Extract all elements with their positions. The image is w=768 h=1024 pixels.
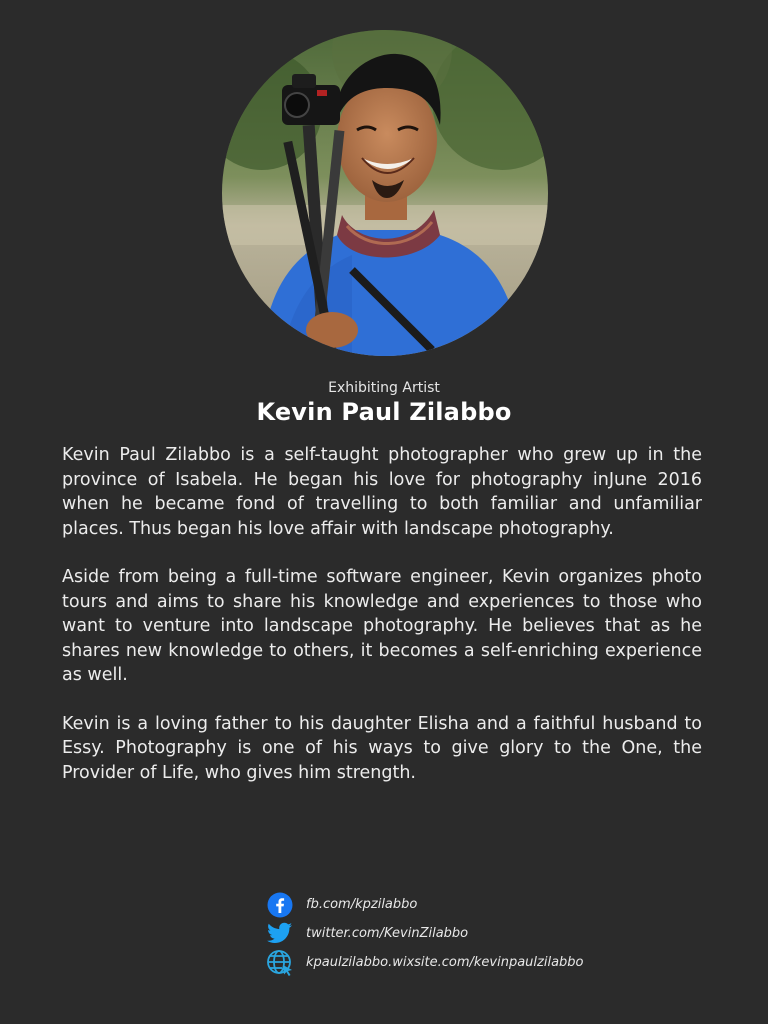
facebook-link-text: fb.com/kpzilabbo	[306, 897, 418, 912]
facebook-icon	[266, 891, 294, 919]
facebook-link[interactable]	[266, 890, 584, 919]
social-links	[266, 890, 584, 977]
artist-name: Kevin Paul Zilabbo	[256, 398, 512, 426]
twitter-icon	[266, 920, 294, 948]
exhibiting-artist-label: Exhibiting Artist	[328, 380, 440, 396]
portrait-image	[222, 30, 548, 356]
globe-icon	[266, 949, 294, 977]
bio-paragraph-3: Kevin is a loving father to his daughter Elisha and a faithful husband to Essy. Photography is one of his ways to give glory to the One, the Provider of Life, who gives him strength.	[62, 713, 702, 783]
twitter-link-text: twitter.com/KevinZilabbo	[306, 926, 469, 941]
bio-paragraph-1: Kevin Paul Zilabbo is a self-taught photographer who grew up in the province of Isabela. He began his love for photography inJune 2016 when he became fond of travelling to both familiar and unfamiliar places. Thus began his love affair with landscape photography.	[62, 445, 702, 539]
biography	[62, 443, 702, 809]
website-link-text: kpaulzilabbo.wixsite.com/kevinpaulzilabbo	[306, 955, 584, 970]
website-link[interactable]	[266, 948, 584, 977]
artist-portrait	[222, 30, 548, 356]
twitter-link[interactable]	[266, 919, 584, 948]
bio-paragraph-2: Aside from being a full-time software engineer, Kevin organizes photo tours and aims to share his knowledge and experiences to those who want to venture into landscape photography. He believes that as he shares new knowledge to others, it becomes a self-enriching experience as well.	[62, 567, 702, 685]
